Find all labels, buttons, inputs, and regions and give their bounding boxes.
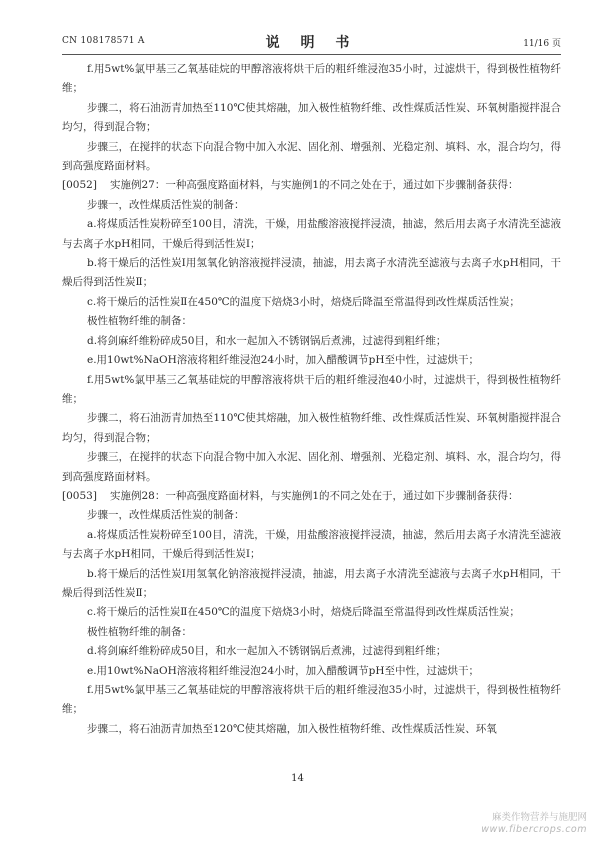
document-title: 说 明 书 — [265, 35, 358, 51]
paragraph: d.将剑麻纤维粉碎成50目，和水一起加入不锈钢锅后煮沸，过滤得到粗纤维； — [87, 334, 447, 347]
paragraph: c.将干燥后的活性炭Ⅱ在450℃的温度下焙烧3小时，焙烧后降温至常温得到改性煤质活性炭； — [87, 606, 520, 619]
paragraph: f.用5wt%氯甲基三乙氧基硅烷的甲醇溶液将烘干后的粗纤维浸泡35小时，过滤烘干，得到极性植物纤维； — [62, 684, 561, 716]
document-number: CN 108178571 A — [62, 36, 145, 46]
paragraph: b.将干燥后的活性炭Ⅰ用氢氧化钠溶液搅拌浸渍，抽滤，用去离子水清洗至滤液与去离子水pH相同，干燥后得到活性炭Ⅱ； — [62, 567, 561, 599]
body-text — [62, 60, 561, 739]
paragraph: 步骤二，将石油沥青加热至110℃使其熔融，加入极性植物纤维、改性煤质活性炭、环氧树脂搅拌混合均匀，得到混合物； — [62, 101, 561, 134]
page-of-indicator: 11/16 页 — [523, 39, 561, 49]
paragraph: f.用5wt%氯甲基三乙氧基硅烷的甲醇溶液将烘干后的粗纤维浸泡40小时，过滤烘干，得到极性植物纤维； — [62, 373, 561, 405]
paragraph-text: 实施例27：一种高强度路面材料，与实施例1的不同之处在于，通过如下步骤制备获得： — [110, 179, 519, 192]
paragraph: c.将干燥后的活性炭Ⅱ在450℃的温度下焙烧3小时，焙烧后降温至常温得到改性煤质活性炭； — [87, 295, 520, 308]
paragraph: e.用10wt%NaOH溶液将粗纤维浸泡24小时，加入醋酸调节pH至中性，过滤烘干； — [87, 664, 480, 677]
paragraph: d.将剑麻纤维粉碎成50目，和水一起加入不锈钢锅后煮沸，过滤得到粗纤维； — [87, 645, 447, 658]
paragraph: e.用10wt%NaOH溶液将粗纤维浸泡24小时，加入醋酸调节pH至中性，过滤烘干； — [87, 354, 480, 367]
watermark-site-name: 麻类作物营养与施肥网 — [491, 812, 587, 823]
site-watermark — [481, 812, 587, 836]
paragraph: 步骤二，将石油沥青加热至110℃使其熔融，加入极性植物纤维、改性煤质活性炭、环氧树脂搅拌混合均匀，得到混合物； — [62, 412, 561, 444]
paragraph: 步骤一，改性煤质活性炭的制备： — [87, 509, 245, 522]
numbered-paragraph — [62, 176, 561, 195]
paragraph: 步骤三，在搅拌的状态下向混合物中加入水泥、固化剂、增强剂、光稳定剂、填料、水，混合均匀，得到高强度路面材料。 — [62, 140, 561, 173]
paragraph: 步骤二，将石油沥青加热至120℃使其熔融，加入极性植物纤维、改性煤质活性炭、环氧 — [87, 722, 497, 735]
paragraph-text: 实施例28：一种高强度路面材料，与实施例1的不同之处在于，通过如下步骤制备获得： — [110, 489, 519, 502]
paragraph-number: [0053] — [62, 489, 97, 502]
page-header — [62, 28, 561, 56]
paragraph: 极性植物纤维的制备： — [87, 315, 192, 328]
paragraph: a.将煤质活性炭粉碎至100目，清洗，干燥，用盐酸溶液搅拌浸渍，抽滤，然后用去离子水清洗至滤液与去离子水pH相同，干燥后得到活性炭Ⅰ； — [62, 528, 561, 561]
watermark-url: www.fibercrops.com — [481, 824, 587, 835]
page-number: 14 — [291, 773, 304, 784]
paragraph: f.用5wt%氯甲基三乙氧基硅烷的甲醇溶液将烘干后的粗纤维浸泡35小时，过滤烘干，得到极性植物纤维； — [62, 63, 561, 95]
numbered-paragraph — [62, 487, 561, 506]
paragraph: a.将煤质活性炭粉碎至100目，清洗，干燥，用盐酸溶液搅拌浸渍，抽滤，然后用去离子水清洗至滤液与去离子水pH相同，干燥后得到活性炭Ⅰ； — [62, 218, 561, 250]
paragraph-number: [0052] — [62, 179, 97, 192]
paragraph: 步骤一，改性煤质活性炭的制备： — [87, 198, 245, 211]
header-rule — [62, 54, 561, 55]
paragraph: b.将干燥后的活性炭Ⅰ用氢氧化钠溶液搅拌浸渍，抽滤，用去离子水清洗至滤液与去离子水pH相同，干燥后得到活性炭Ⅱ； — [62, 257, 561, 289]
paragraph: 极性植物纤维的制备： — [87, 625, 192, 638]
paragraph: 步骤三，在搅拌的状态下向混合物中加入水泥、固化剂、增强剂、光稳定剂、填料、水，混合均匀，得到高强度路面材料。 — [62, 451, 561, 483]
